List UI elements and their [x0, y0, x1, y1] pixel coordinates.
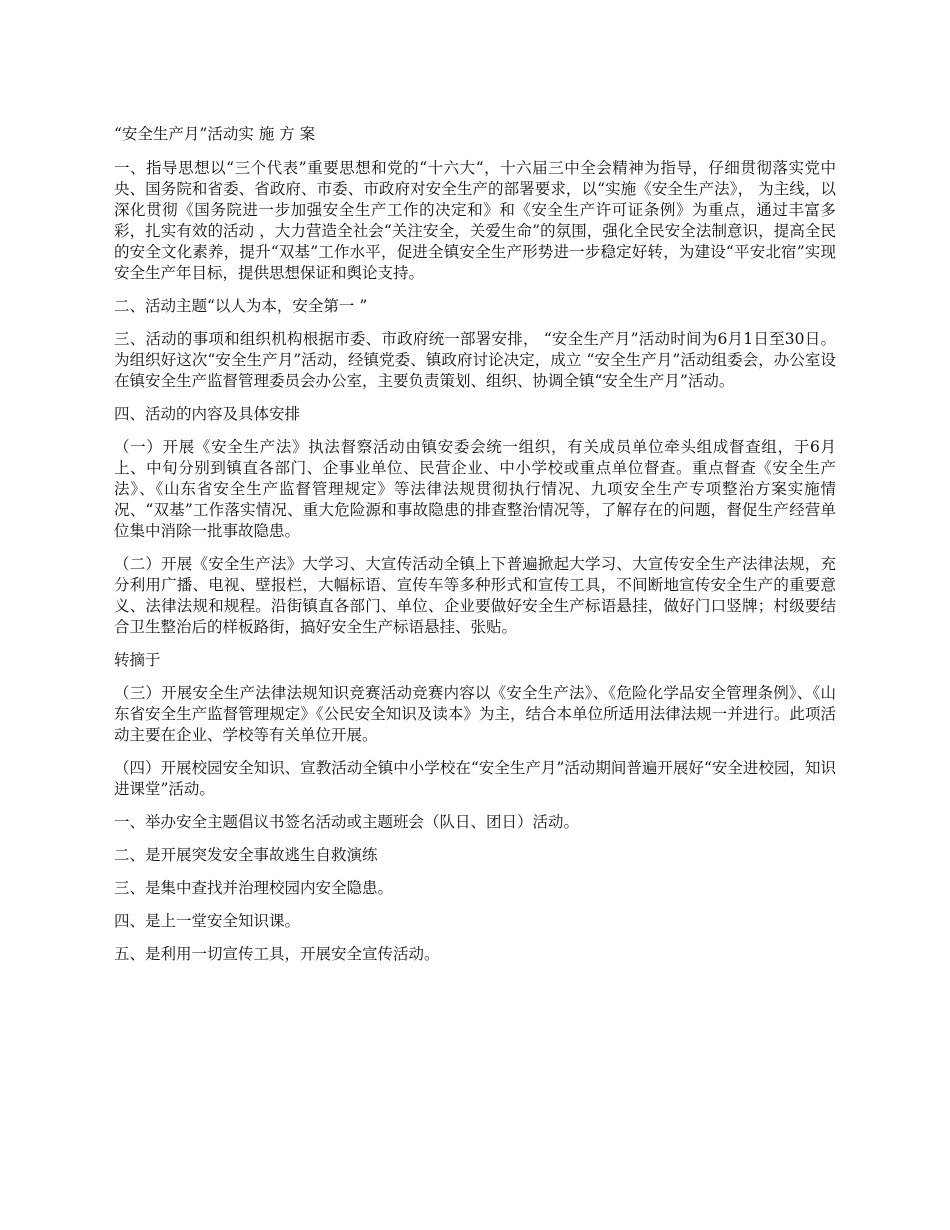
list-item-5: 五、是利用一切宣传工具，开展安全宣传活动。 [114, 945, 440, 963]
paragraph-activity-theme: 二、活动主题“以人为本，安全第一 ” [114, 297, 368, 315]
document-title: “安全生产月”活动实 施 方 案 [114, 125, 316, 143]
paragraph-item-3: （三）开展安全生产法律法规知识竞赛活动竞赛内容以《安全生产法》、《危险化学品安全管理条例》、《山东省安全生产监督管理规定》《公民安全知识及读本》为主，结合本单位所适用法律法规一并进行。此项活动主要在企业、学校等有关单位开展。 [114, 684, 836, 744]
list-item-4: 四、是上一堂安全知识课。 [114, 912, 301, 930]
paragraph-item-4: （四）开展校园安全知识、宣教活动全镇中小学校在“安全生产月”活动期间普遍开展好“安全进校园，知识进课堂”活动。 [114, 759, 836, 798]
list-item-1: 一、举办安全主题倡议书签名活动或主题班会（队日、团日）活动。 [114, 813, 580, 831]
paragraph-source-note: 转摘于 [114, 651, 161, 669]
document-page [114, 124, 836, 977]
paragraph-organization: 三、活动的事项和组织机构根据市委、市政府统一部署安排， “安全生产月”活动时间为6月1日至30日。为组织好这次“安全生产月”活动，经镇党委、镇政府讨论决定，成立 “安全生产月”活动组委会，办公室设在镇安全生产监督管理委员会办公室，主要负责策划、组织、协调全镇“安全生产月”活动。 [114, 330, 836, 390]
paragraph-item-2: （二）开展《安全生产法》大学习、大宣传活动全镇上下普遍掀起大学习、大宣传安全生产法律法规，充分利用广播、电视、壁报栏，大幅标语、宣传车等多种形式和宣传工具，不间断地宣传安全生产的重要意义、法律法规和规程。沿街镇直各部门、单位、企业要做好安全生产标语悬挂，做好门口竖牌；村级要结合卫生整治后的样板路街，搞好安全生产标语悬挂、张贴。 [114, 555, 836, 636]
paragraph-item-1: （一）开展《安全生产法》执法督察活动由镇安委会统一组织，有关成员单位牵头组成督查组，于6月上、中旬分别到镇直各部门、企事业单位、民营企业、中小学校或重点单位督查。重点督查《安全生产法》、《山东省安全生产监督管理规定》等法律法规贯彻执行情况、九项安全生产专项整治方案实施情况、“双基”工作落实情况、重大危险源和事故隐患的排查整治情况等，了解存在的问题，督促生产经营单位集中消除一批事故隐患。 [114, 438, 836, 540]
paragraph-guiding-ideology: 一、指导思想以“三个代表”重要思想和党的“十六大“，十六届三中全会精神为指导，仔细贯彻落实党中央、国务院和省委、省政府、市委、市政府对安全生产的部署要求，以“实施《安全生产法》， 为主线，以深化贯彻《国务院进一步加强安全生产工作的决定和》和《安全生产许可证条例》为重点，通过丰富多彩，扎实有效的活动 ，大力营造全社会“关注安全，关爱生命”的氛围，强化全民安全法制意识，提高全民的安全文化素养，提升“双基”工作水平，促进全镇安全生产形势进一步稳定好转，为建设“平安北宿”实现安全生产年目标，提供思想保证和舆论支持。 [114, 159, 836, 282]
section-heading-content: 四、活动的内容及具体安排 [114, 405, 301, 423]
list-item-3: 三、是集中查找并治理校园内安全隐患。 [114, 879, 394, 897]
list-item-2: 二、是开展突发安全事故逃生自救演练 [114, 846, 378, 864]
